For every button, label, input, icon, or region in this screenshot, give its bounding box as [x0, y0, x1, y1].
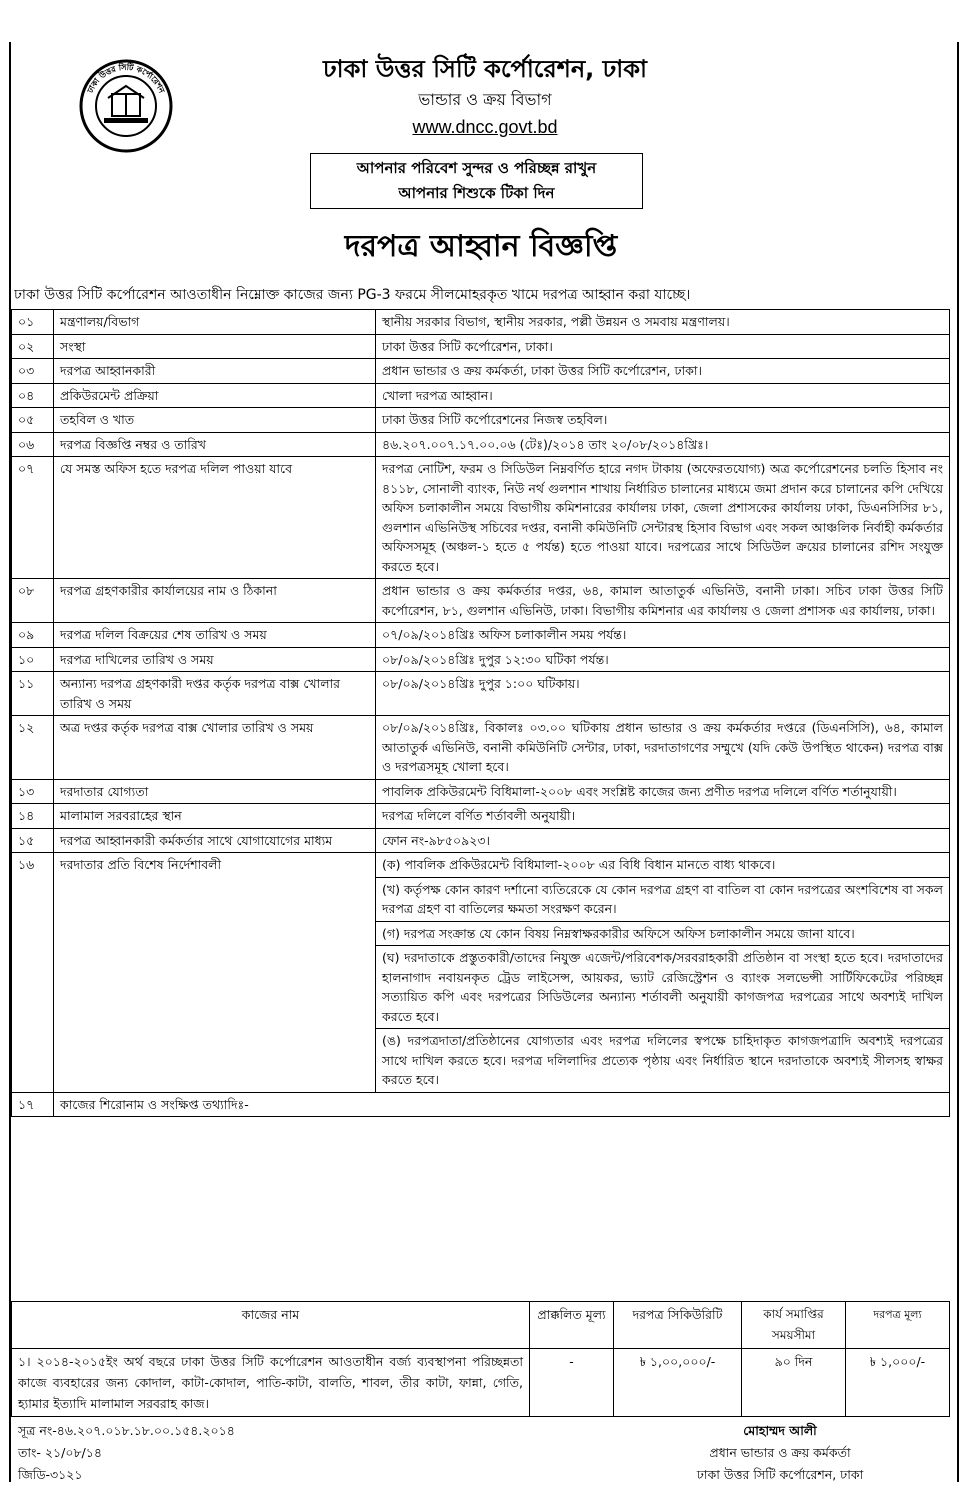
row-value: ০৮/০৯/২০১৪খ্রিঃ দুপুর ১:০০ ঘটিকায়।: [376, 672, 950, 716]
row-value: ঢাকা উত্তর সিটি কর্পোরেশন, ঢাকা।: [376, 334, 950, 359]
table-row: [12, 408, 950, 433]
works-header-estimate: প্রাক্কলিত মূল্য: [530, 1302, 614, 1349]
instruction-item: [376, 1029, 949, 1092]
website-link[interactable]: www.dncc.govt.bd: [412, 117, 558, 137]
row-label: যে সমস্ত অফিস হতে দরপত্র দলিল পাওয়া যাবে: [54, 457, 376, 579]
row-number: ০৫: [12, 408, 54, 433]
work-estimate: -: [530, 1349, 614, 1417]
slogan-line-1: আপনার পরিবেশ সুন্দর ও পরিচ্ছন্ন রাখুন: [356, 159, 597, 177]
table-row: [12, 383, 950, 408]
row-number: ০৩: [12, 359, 54, 384]
letterhead: [240, 52, 730, 140]
table-row: [12, 579, 950, 623]
instruction-text: (গ) দরপত্র সংক্রান্ত যে কোন বিষয় নিম্নস্বাক্ষরকারীর অফিসে অফিস চলাকালীন সময়ে জানা যাবে।: [376, 921, 949, 946]
row-value: স্থানীয় সরকার বিভাগ, স্থানীয় সরকার, পল্লী উন্নয়ন ও সমবায় মন্ত্রণালয়।: [376, 310, 950, 335]
works-header-duration: কার্য সমাপ্তির সময়সীমা: [742, 1302, 846, 1349]
logo-text: ঢাকা উত্তর সিটি কর্পোরেশন: [85, 62, 167, 95]
row-number: ০২: [12, 334, 54, 359]
table-row-works-heading: [12, 1092, 950, 1117]
row-number: ০৯: [12, 623, 54, 648]
row-label: মালামাল সরবরাহের স্থান: [54, 804, 376, 829]
work-name: ১। ২০১৪-২০১৫ইং অর্থ বছরে ঢাকা উত্তর সিটি কর্পোরেশন আওতাধীন বর্জ্য ব্যবস্থাপনা পরিচ্ছন্নতা কাজে ব্যবহারের জন্য কোদাল, কাটা-কোদাল, পাতি-কাটা, বালতি, শাবল, তীর কাটা, ফান্না, গেতি, হ্যামার ইত্যাদি মালামাল সরবরাহ কাজ।: [12, 1349, 530, 1417]
svg-text:ঢাকা উত্তর সিটি কর্পোরেশন: [85, 61, 166, 96]
signer-org: ঢাকা উত্তর সিটি কর্পোরেশন, ঢাকা: [696, 1467, 864, 1482]
row-label: সংস্থা: [54, 334, 376, 359]
row-number: ০৭: [12, 457, 54, 579]
row-value: ৪৬.২০৭.০০৭.১৭.০০.০৬ (টেঃ)/২০১৪ তাং ২০/০৮/২০১৪খ্রিঃ।: [376, 432, 950, 457]
row-value: ঢাকা উত্তর সিটি কর্পোরেশনের নিজস্ব তহবিল।: [376, 408, 950, 433]
row-number: ০৬: [12, 432, 54, 457]
row-value: ০৮/০৯/২০১৪খ্রিঃ দুপুর ১২:৩০ ঘটিকা পর্যন্ত।: [376, 647, 950, 672]
row-label: অন্যান্য দরপত্র গ্রহণকারী দপ্তর কর্তৃক দরপত্র বাক্স খোলার তারিখ ও সময়: [54, 672, 376, 716]
row-label: দরপত্র আহ্বানকারী: [54, 359, 376, 384]
slogan-box: [310, 153, 643, 209]
instruction-item: [376, 853, 949, 877]
row-number: ০৪: [12, 383, 54, 408]
work-price: ৳ ১,০০০/-: [846, 1349, 950, 1417]
table-row: [12, 804, 950, 829]
table-row: [12, 457, 950, 579]
department: ভান্ডার ও ক্রয় বিভাগ: [418, 90, 552, 109]
row-value: দরপত্র নোটিশ, ফরম ও সিডিউল নিম্নবর্ণিত হারে নগদ টাকায় (অফেরতযোগ্য) অত্র কর্পোরেশনের চলতি হিসাব নং ৪১১৮, সোনালী ব্যাংক, নিউ নর্থ গুলশান শাখায় নির্ধারিত চালানের মাধ্যমে জমা প্রদান করে চালানের কপি দেখিয়ে অফিস চলাকালীন সময়ে বিভাগীয় কমিশনারের কার্যালয় ঢাকা, জেলা প্রশাসকের কার্যালয় ঢাকা, ডিএনসিসির ৮১, গুলশান এভিনিউস্থ সচিবের দপ্তর, বনানী কমিউনিটি সেন্টারস্থ হিসাব বিভাগ এবং সকল আঞ্চলিক নির্বাহী কর্মকর্তার অফিসসমূহ (অঞ্চল-১ হতে ৫ পর্যন্ত) হতে পাওয়া যাবে। দরপত্রের সাথে সিডিউল ক্রয়ের চালানের রশিদ সংযুক্ত করতে হবে।: [376, 457, 950, 579]
works-header-price: দরপত্র মূল্য: [846, 1302, 950, 1349]
instructions-cell: [376, 853, 950, 1093]
row-number: ১২: [12, 716, 54, 780]
signature-block: [600, 1420, 960, 1486]
reference-block: [18, 1420, 235, 1486]
row-label: দরপত্র বিজ্ঞপ্তি নম্বর ও তারিখ: [54, 432, 376, 457]
row-number: ১৩: [12, 779, 54, 804]
row-label: দরদাতার যোগ্যতা: [54, 779, 376, 804]
row-label: অত্র দপ্তর কর্তৃক দরপত্র বাক্স খোলার তারিখ ও সময়: [54, 716, 376, 780]
table-row: [12, 623, 950, 648]
works-header-security: দরপত্র সিকিউরিটি: [614, 1302, 742, 1349]
intro-text: ঢাকা উত্তর সিটি কর্পোরেশন আওতাধীন নিম্নোক্ত কাজের জন্য PG-3 ফরমে সীলমোহরকৃত খামে দরপত্র আহ্বান করা যাচ্ছে।: [14, 287, 691, 303]
row-value: ফোন নং-৯৮৫০৯২৩।: [376, 828, 950, 853]
work-security: ৳ ১,০০,০০০/-: [614, 1349, 742, 1417]
row-value: প্রধান ভান্ডার ও ক্রয় কর্মকর্তার দপ্তর, ৬৪, কামাল আতাতুর্ক এভিনিউ, বনানী ঢাকা। সচিব ঢাকা উত্তর সিটি কর্পোরেশন, ৮১, গুলশান এভিনিউ, ঢাকা। বিভাগীয় কমিশনার এর কার্যালয় ও জেলা প্রশাসক এর কার্যালয়, ঢাকা।: [376, 579, 950, 623]
row-value: দরপত্র দলিলে বর্ণিত শর্তাবলী অনুযায়ী।: [376, 804, 950, 829]
row-number: ১৭: [12, 1092, 54, 1117]
instructions-list: [376, 853, 949, 1092]
table-row: [12, 432, 950, 457]
row-number: ১৬: [12, 853, 54, 1093]
works-header-row: [12, 1302, 950, 1349]
row-label: প্রকিউরমেন্ট প্রক্রিয়া: [54, 383, 376, 408]
row-label: তহবিল ও খাত: [54, 408, 376, 433]
row-label: দরদাতার প্রতি বিশেষ নির্দেশাবলী: [54, 853, 376, 1093]
row-value: পাবলিক প্রকিউরমেন্ট বিধিমালা-২০০৮ এবং সংশ্লিষ্ট কাজের জন্য প্রণীত দরপত্র দলিলে বর্ণিত শর্তানুযায়ী।: [376, 779, 950, 804]
signer-name: মোহাম্মদ আলী: [743, 1423, 817, 1438]
row-number: ১১: [12, 672, 54, 716]
org-name: ঢাকা উত্তর সিটি কর্পোরেশন, ঢাকা: [323, 55, 647, 83]
signer-title: প্রধান ভান্ডার ও ক্রয় কর্মকর্তা: [709, 1445, 851, 1460]
row-label: কাজের শিরোনাম ও সংক্ষিপ্ত তথ্যাদিঃ-: [54, 1092, 950, 1117]
table-row: [12, 647, 950, 672]
works-row: [12, 1349, 950, 1417]
table-row-instructions: [12, 853, 950, 1093]
work-duration: ৯০ দিন: [742, 1349, 846, 1417]
table-row: [12, 334, 950, 359]
instruction-text: (ঙ) দরপত্রদাতা/প্রতিষ্ঠানের যোগ্যতার এবং দরপত্র দলিলের স্বপক্ষে চাহিদাকৃত কাগজপত্রাদি অবশ্যই দরপত্রের সাথে দাখিল করতে হবে। দরপত্র দলিলাদির প্রত্যেক পৃষ্ঠায় এবং নির্ধারিত স্থানে দরদাতাকে অবশ্যই সীলসহ স্বাক্ষর করতে হবে।: [382, 1033, 943, 1087]
works-header-name: কাজের নাম: [12, 1302, 530, 1349]
top-margin: [0, 0, 962, 42]
dncc-logo: [78, 58, 174, 154]
row-value: ০৮/০৯/২০১৪খ্রিঃ, বিকালঃ ০৩.০০ ঘটিকায় প্রধান ভান্ডার ও ক্রয় কর্মকর্তার দপ্তরে (ডিএনসিসি), ৬৪, কামাল আতাতুর্ক এভিনিউ, বনানী কমিউনিটি সেন্টার, ঢাকা, দরদাতাগণের সম্মুখে (যদি কেউ উপস্থিত থাকেন) দরপত্র বাক্স ও দরপত্রসমূহ খোলা হবে।: [376, 716, 950, 780]
table-row: [12, 672, 950, 716]
row-label: দরপত্র দলিল বিক্রয়ের শেষ তারিখ ও সময়: [54, 623, 376, 648]
table-row: [12, 359, 950, 384]
instruction-text: (খ) কর্তৃপক্ষ কোন কারণ দর্শানো ব্যতিরেকে যে কোন দরপত্র গ্রহণ বা বাতিল বা কোন দরপত্রের অংশবিশেষ বা সকল দরপত্র গ্রহণ বা বাতিলের ক্ষমতা সংরক্ষণ করেন।: [376, 877, 949, 921]
table-row: [12, 716, 950, 780]
table-row: [12, 310, 950, 335]
row-number: ১৫: [12, 828, 54, 853]
table-row: [12, 828, 950, 853]
row-label: দরপত্র আহ্বানকারী কর্মকর্তার সাথে যোগাযোগের মাধ্যম: [54, 828, 376, 853]
row-number: ০৮: [12, 579, 54, 623]
row-label: দরপত্র দাখিলের তারিখ ও সময়: [54, 647, 376, 672]
instruction-text: (ক) পাবলিক প্রকিউরমেন্ট বিধিমালা-২০০৮ এর বিধি বিধান মানতে বাধ্য থাকবে।: [376, 853, 949, 877]
row-value: ০৭/০৯/২০১৪খ্রিঃ অফিস চলাকালীন সময় পর্যন্ত।: [376, 623, 950, 648]
row-label: মন্ত্রণালয়/বিভাগ: [54, 310, 376, 335]
instruction-text: (ঘ) দরদাতাকে প্রস্তুতকারী/তাদের নিযুক্ত এজেন্ট/পরিবেশক/সরবরাহকারী প্রতিষ্ঠান বা সংস্থা হতে হবে। দরদাতাদের হালনাগাদ নবায়নকৃত ট্রেড লাইসেন্স, আয়কর, ভ্যাট রেজিস্ট্রেশন ও ব্যাংক সলভেন্সী সার্টিফিকেটের পরিচ্ছন্ন সত্যায়িত কপি এবং দরপত্রের সিডিউলের অন্যান্য শর্তাবলী অনুযায়ী কাগজপত্র দরপত্রের সাথে অবশ্যই দাখিল করতে হবে।: [376, 946, 949, 1029]
slogan-line-2: আপনার শিশুকে টিকা দিন: [398, 184, 555, 202]
instruction-item: [376, 877, 949, 921]
instruction-item: [376, 921, 949, 946]
reference-number: সূত্র নং-৪৬.২০৭.০১৮.১৮.০০.১৫৪.২০১৪: [18, 1423, 235, 1438]
reference-date: তাং- ২১/০৮/১৪: [18, 1445, 102, 1460]
instruction-item: [376, 946, 949, 1029]
works-table: [11, 1301, 950, 1417]
row-value: প্রধান ভান্ডার ও ক্রয় কর্মকর্তা, ঢাকা উত্তর সিটি কর্পোরেশন, ঢাকা।: [376, 359, 950, 384]
row-label: দরপত্র গ্রহণকারীর কার্যালয়ের নাম ও ঠিকানা: [54, 579, 376, 623]
table-row: [12, 779, 950, 804]
gd-number: জিডি-৩১২১: [18, 1467, 83, 1482]
row-number: ০১: [12, 310, 54, 335]
notice-title: দরপত্র আহ্বান বিজ্ঞপ্তি: [344, 229, 618, 264]
row-number: ১০: [12, 647, 54, 672]
row-value: খোলা দরপত্র আহ্বান।: [376, 383, 950, 408]
tender-details-table: [11, 309, 950, 1117]
row-number: ১৪: [12, 804, 54, 829]
